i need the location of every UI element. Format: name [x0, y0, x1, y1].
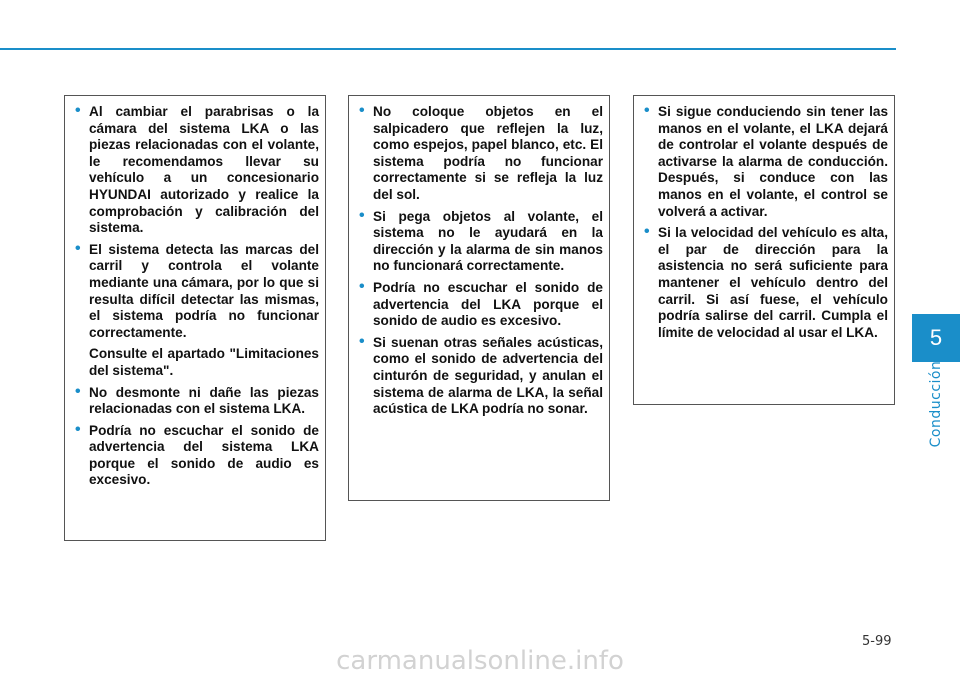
caution-list-1 [69, 104, 319, 489]
page-number: 5-99 [862, 634, 892, 649]
note-text: Consulte el apartado "Limitaciones del sistema". [89, 346, 319, 378]
caution-list-2 [353, 104, 603, 418]
bullet-item: • Si sigue conduciendo sin tener las manos en el volante, el LKA dejará de controlar el volante después de activarse la alarma de conducción. Después, si conduce con las manos en el volante, el control se volverá a activar. [638, 104, 888, 220]
chapter-number-tab: 5 [912, 314, 960, 362]
header-rule [0, 48, 896, 50]
watermark: carmanualsonline.info [336, 646, 624, 676]
bullet-item: • Al cambiar el parabrisas o la cámara del sistema LKA o las piezas relacionadas con el volante, le recomendamos llevar su vehículo a un concesionario HYUNDAI autorizado y realice la comprobación y calibración del sistema. [69, 104, 319, 237]
bullet-item: • Podría no escuchar el sonido de advertencia del LKA porque el sonido de audio es excesivo. [353, 280, 603, 330]
bullet-item: • El sistema detecta las marcas del carril y controla el volante mediante una cámara, por lo que si resulta difícil detectar las mismas, el sistema podría no funcionar correctamente. [69, 242, 319, 342]
bullet-item: • Si pega objetos al volante, el sistema no le ayudará en la dirección y la alarma de sin manos no funcionará correctamente. [353, 209, 603, 275]
chapter-title: Conducción [928, 360, 944, 448]
caution-list-3 [638, 104, 888, 341]
caution-box-3 [633, 95, 895, 405]
bullet-item: • Si la velocidad del vehículo es alta, el par de dirección para la asistencia no será suficiente para mantener el vehículo dentro del carril. Si así fuese, el vehículo podría salirse del carril. Cumpla el límite de velocidad al usar el LKA. [638, 225, 888, 341]
caution-box-2 [348, 95, 610, 501]
caution-box-1 [64, 95, 326, 541]
bullet-item: • Podría no escuchar el sonido de advertencia del sistema LKA porque el sonido de audio es excesivo. [69, 423, 319, 489]
bullet-item: • Si suenan otras señales acústicas, como el sonido de advertencia del cinturón de seguridad, y anulan el sistema de alarma de LKA, la señal acústica de LKA podría no sonar. [353, 335, 603, 418]
bullet-item: • No desmonte ni dañe las piezas relacionadas con el sistema LKA. [69, 385, 319, 418]
bullet-item: • No coloque objetos en el salpicadero que reflejen la luz, como espejos, papel blanco, etc. El sistema podría no funcionar correctamente si se refleja la luz del sol. [353, 104, 603, 204]
